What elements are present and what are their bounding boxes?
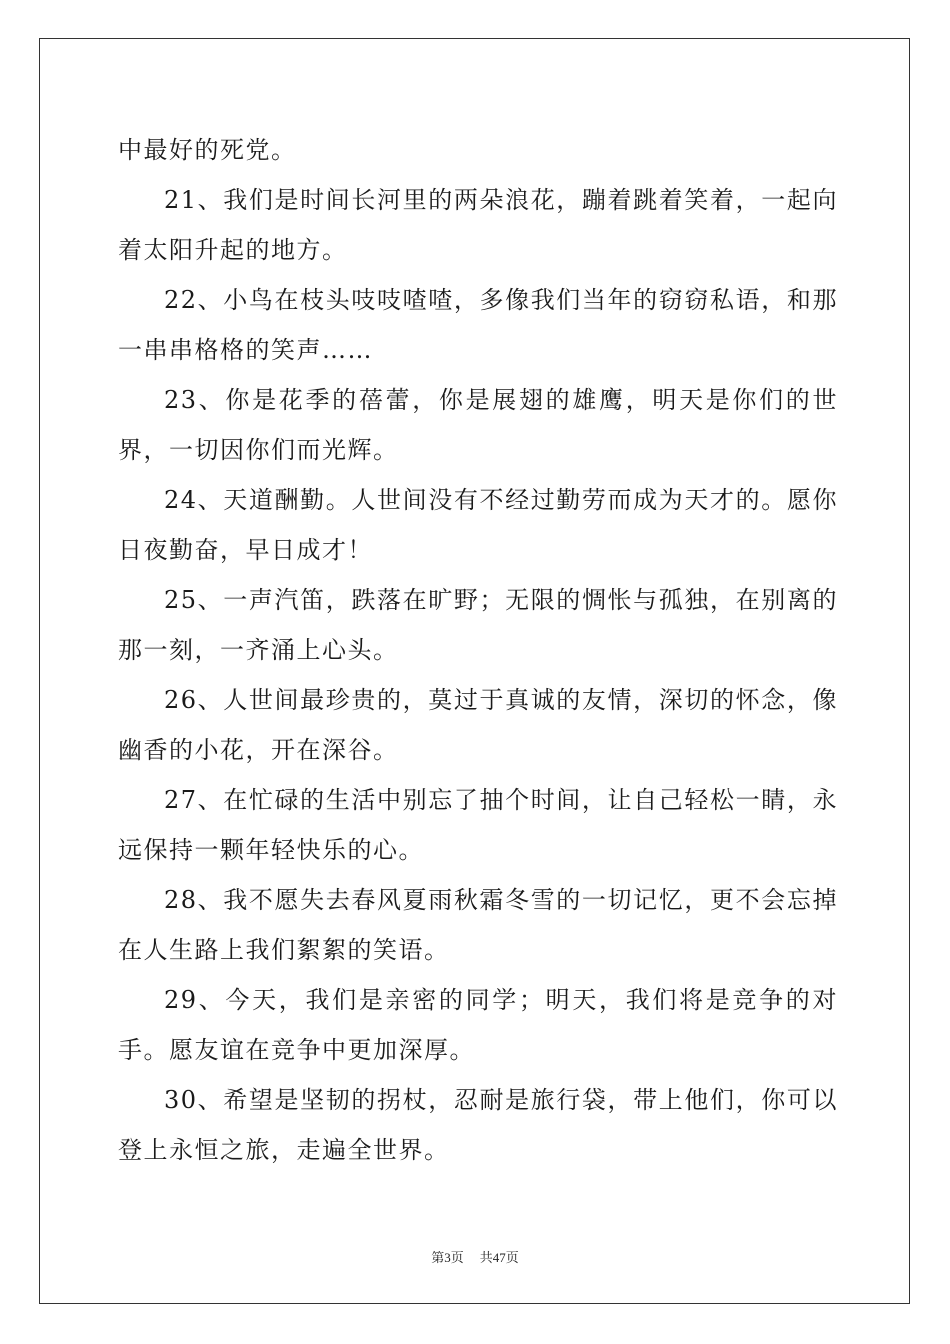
paragraph: 29、今天，我们是亲密的同学；明天，我们将是竞争的对手。愿友谊在竞争中更加深厚。 bbox=[118, 986, 838, 1064]
page-footer bbox=[0, 1247, 950, 1266]
document-body bbox=[118, 125, 838, 1175]
paragraph: 26、人世间最珍贵的，莫过于真诚的友情，深切的怀念，像幽香的小花，开在深谷。 bbox=[118, 686, 838, 764]
paragraph: 28、我不愿失去春风夏雨秋霜冬雪的一切记忆，更不会忘掉在人生路上我们絮絮的笑语。 bbox=[118, 886, 838, 964]
paragraph: 21、我们是时间长河里的两朵浪花，蹦着跳着笑着，一起向着太阳升起的地方。 bbox=[118, 186, 838, 264]
page-total: 共47页 bbox=[479, 1250, 519, 1265]
paragraph: 23、你是花季的蓓蕾，你是展翅的雄鹰，明天是你们的世界，一切因你们而光辉。 bbox=[118, 386, 838, 464]
paragraph: 27、在忙碌的生活中别忘了抽个时间，让自己轻松一睛，永远保持一颗年轻快乐的心。 bbox=[118, 786, 838, 864]
paragraph: 30、希望是坚韧的拐杖，忍耐是旅行袋，带上他们，你可以登上永恒之旅，走遍全世界。 bbox=[118, 1086, 838, 1164]
paragraph: 25、一声汽笛，跌落在旷野；无限的惆怅与孤独，在别离的那一刻，一齐涌上心头。 bbox=[118, 586, 838, 664]
paragraph: 中最好的死党。 bbox=[118, 136, 297, 164]
paragraph: 22、小鸟在枝头吱吱喳喳，多像我们当年的窃窃私语，和那一串串格格的笑声…… bbox=[118, 286, 838, 364]
page-number: 第3页 bbox=[431, 1250, 464, 1265]
paragraph: 24、天道酬勤。人世间没有不经过勤劳而成为天才的。愿你日夜勤奋，早日成才！ bbox=[118, 486, 838, 564]
